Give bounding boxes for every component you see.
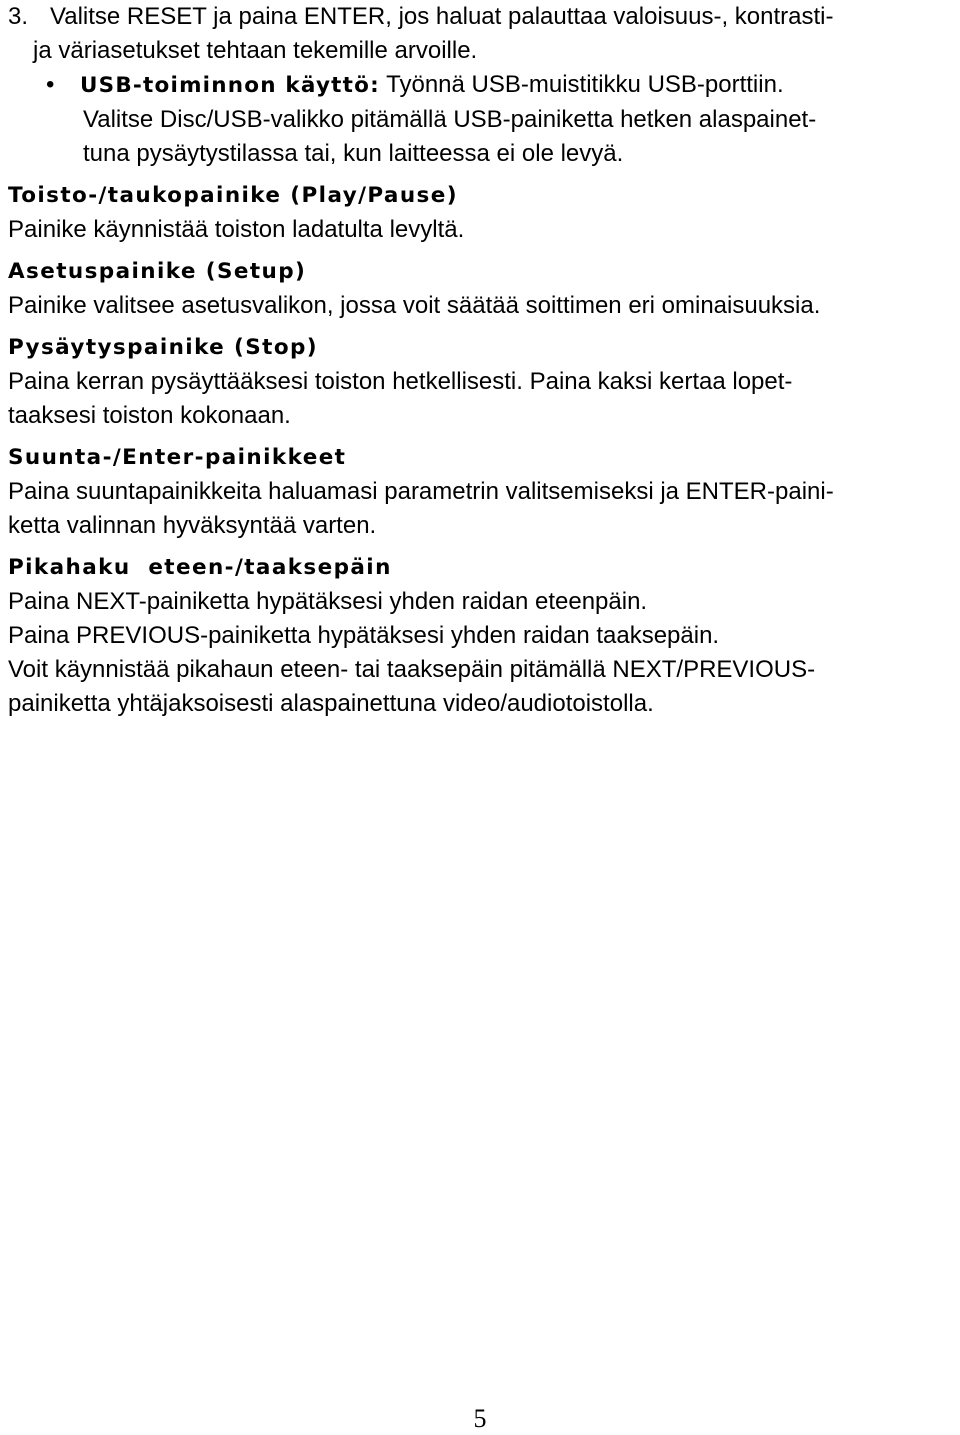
item-3-line-1 [8, 0, 952, 34]
heading-setup: Asetuspainike (Setup) [8, 259, 307, 284]
heading-play-pause: Toisto-/taukopainike (Play/Pause) [8, 183, 458, 208]
item-number: 3. [8, 3, 29, 30]
usb-text-1: Työnnä USB-muistitikku USB-porttiin. [386, 71, 784, 98]
heading-direction-enter: Suunta-/Enter-painikkeet [8, 445, 347, 470]
heading-fast-search: Pikahaku eteen-/taaksepäin [8, 555, 392, 580]
play-text-1: Painike käynnistää toiston ladatulta levyltä. [8, 216, 465, 243]
stop-text-2: taaksesi toiston kokonaan. [8, 402, 291, 429]
search-text-3: Voit käynnistää pikahaun eteen- tai taaksepäin pitämällä NEXT/PREVIOUS- [8, 656, 816, 683]
item-3-text-1: Valitse RESET ja paina ENTER, jos haluat palauttaa valoisuus-, kontrasti- [50, 3, 834, 30]
usb-text-2: Valitse Disc/USB-valikko pitämällä USB-painiketta hetken alaspainet- [83, 106, 817, 133]
search-text-1: Paina NEXT-painiketta hypätäksesi yhden raidan eteenpäin. [8, 588, 648, 615]
page-number: 5 [473, 1404, 487, 1433]
stop-text-1: Paina kerran pysäyttääksesi toiston hetkellisesti. Paina kaksi kertaa lopet- [8, 368, 793, 395]
manual-page [8, 0, 952, 721]
bullet-icon: • [46, 71, 55, 98]
item-3-line-2: ja väriasetukset tehtaan tekemille arvoille. [33, 37, 478, 64]
enter-text-1: Paina suuntapainikkeita haluamasi parametrin valitsemiseksi ja ENTER-paini- [8, 478, 834, 505]
usb-bullet-line-1 [8, 68, 952, 103]
enter-text-2: ketta valinnan hyväksyntää varten. [8, 512, 377, 539]
heading-stop: Pysäytyspainike (Stop) [8, 335, 319, 360]
setup-text-1: Painike valitsee asetusvalikon, jossa voit säätää soittimen eri ominaisuuksia. [8, 292, 821, 319]
usb-text-3: tuna pysäytystilassa tai, kun laitteessa ei ole levyä. [83, 140, 624, 167]
search-text-4: painiketta yhtäjaksoisesti alaspainettuna video/audiotoistolla. [8, 690, 654, 717]
usb-label: USB-toiminnon käyttö: [80, 73, 380, 98]
search-text-2: Paina PREVIOUS-painiketta hypätäksesi yhden raidan taaksepäin. [8, 622, 720, 649]
